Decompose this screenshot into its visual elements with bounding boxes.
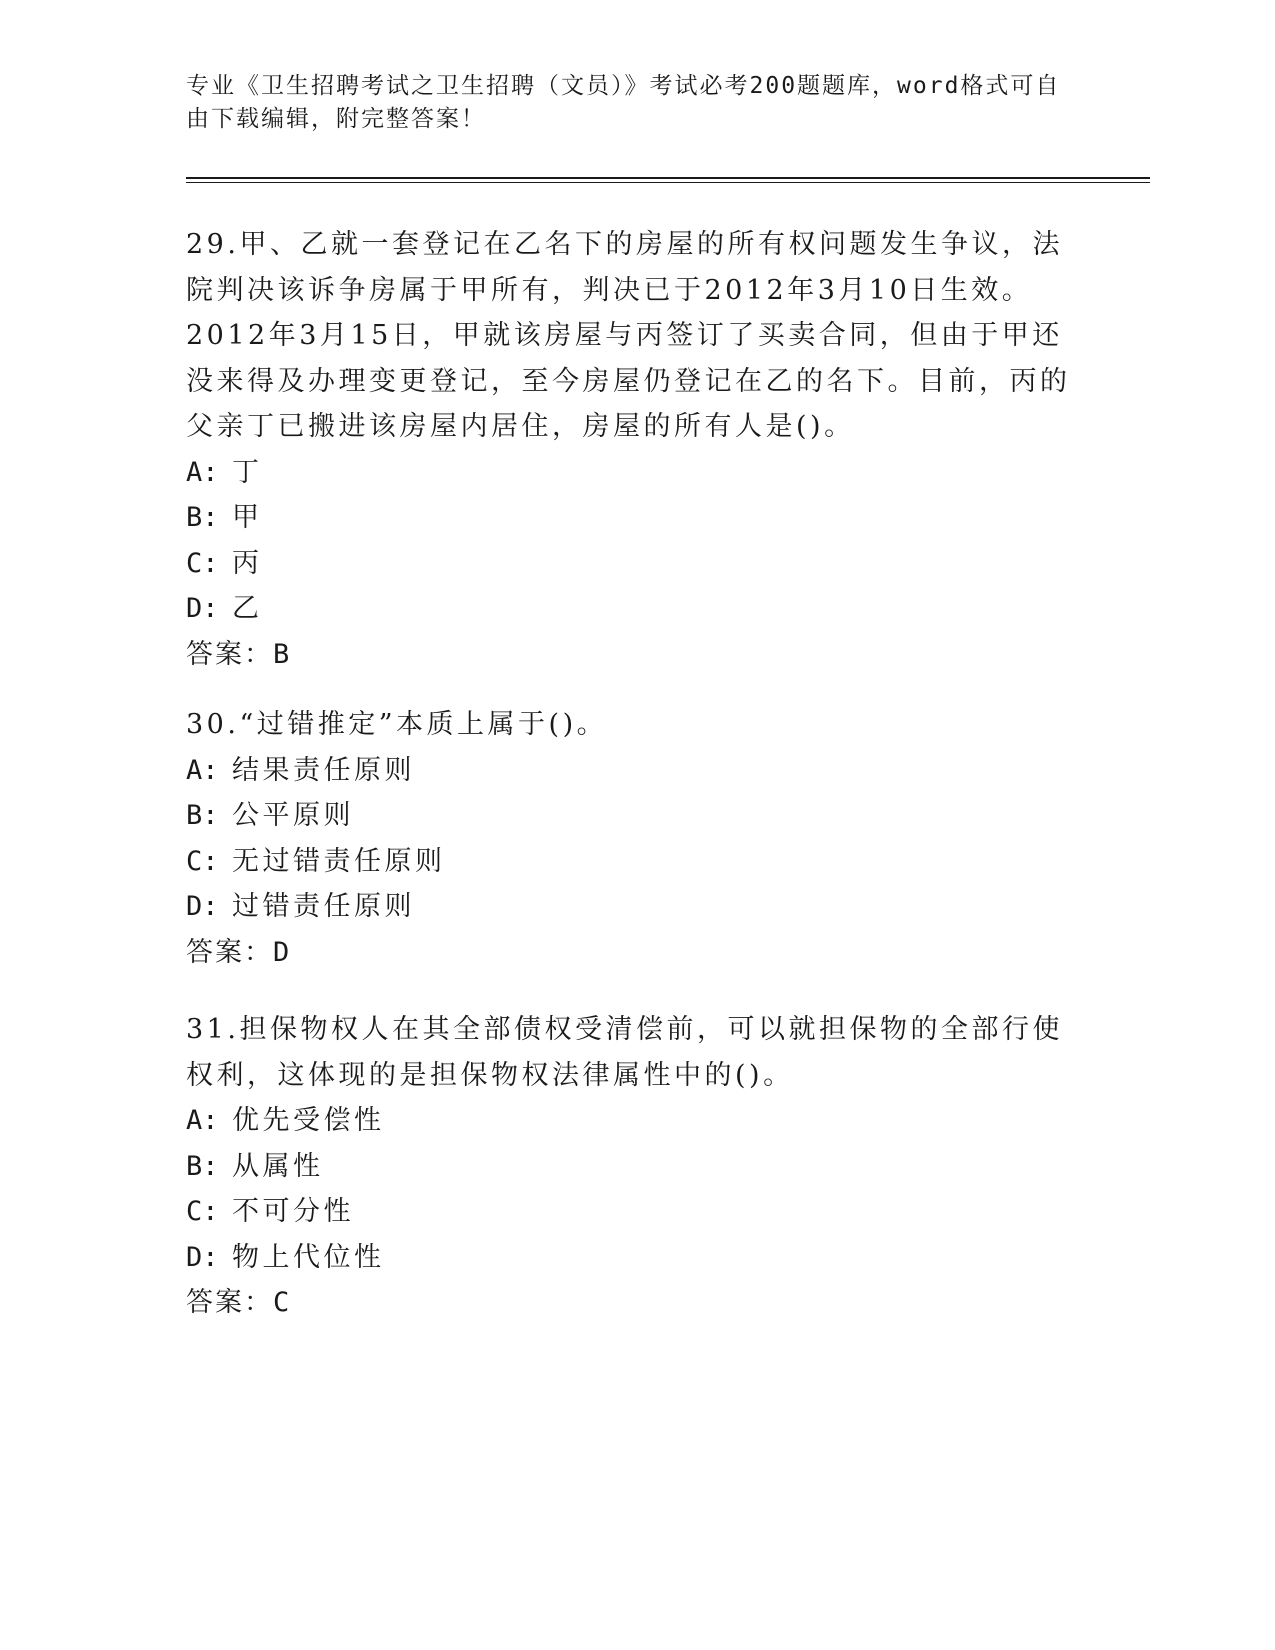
header-divider-thin — [186, 182, 1150, 183]
option-a — [186, 1098, 1086, 1144]
answer-line — [186, 632, 1086, 678]
option-text: 优先受偿性 — [232, 1105, 385, 1136]
option-d — [186, 1235, 1086, 1281]
header-divider-thick — [186, 177, 1150, 179]
option-text: 乙 — [232, 593, 263, 624]
option-b — [186, 495, 1086, 541]
option-text: 丁 — [232, 456, 263, 488]
option-text: 结果责任原则 — [232, 754, 415, 786]
question-31 — [186, 1007, 1086, 1326]
option-d — [186, 586, 1086, 632]
option-a — [186, 748, 1086, 794]
answer-line — [186, 930, 1086, 976]
answer-value: B — [273, 638, 292, 670]
option-text: 从属性 — [232, 1150, 324, 1182]
option-letter: B: — [186, 800, 219, 831]
option-letter: A: — [186, 456, 219, 488]
option-letter: D: — [186, 891, 219, 922]
option-letter: B: — [186, 502, 219, 533]
option-text: 不可分性 — [232, 1196, 354, 1227]
question-29 — [186, 222, 1086, 677]
question-stem: 29.甲、乙就一套登记在乙名下的房屋的所有权问题发生争议，法院判决该诉争房属于甲所有，判决已于2012年3月10日生效。2012年3月15日，甲就该房屋与丙签订了买卖合同，但由于甲还没来得及办理变更登记，至今房屋仍登记在乙的名下。目前，丙的父亲丁已搬进该房屋内居住，房屋的所有人是()。 — [186, 229, 1071, 442]
option-letter: D: — [186, 593, 219, 624]
option-letter: C: — [186, 1196, 219, 1227]
option-text: 无过错责任原则 — [232, 845, 446, 877]
question-stem: 31.担保物权人在其全部债权受清偿前，可以就担保物的全部行使权利，这体现的是担保物权法律属性中的()。 — [186, 1014, 1063, 1091]
option-letter: A: — [186, 1105, 219, 1136]
option-letter: C: — [186, 845, 219, 877]
answer-label: 答案： — [186, 638, 273, 670]
answer-value: D — [273, 936, 292, 968]
document-header: 专业《卫生招聘考试之卫生招聘（文员）》考试必考200题题库，word格式可自由下载编辑，附完整答案！ — [186, 73, 1061, 132]
question-30 — [186, 702, 1086, 975]
question-stem: 30.“过错推定”本质上属于()。 — [186, 709, 608, 740]
option-d — [186, 884, 1086, 930]
answer-line — [186, 1280, 1086, 1326]
option-text: 甲 — [232, 502, 263, 533]
option-letter: C: — [186, 547, 219, 579]
answer-value: C — [273, 1287, 292, 1318]
option-c — [186, 839, 1086, 885]
option-text: 过错责任原则 — [232, 891, 415, 922]
option-c — [186, 1189, 1086, 1235]
option-letter: B: — [186, 1150, 219, 1182]
option-c — [186, 541, 1086, 587]
answer-label: 答案： — [186, 936, 273, 968]
option-text: 公平原则 — [232, 800, 354, 831]
option-a — [186, 450, 1086, 496]
answer-label: 答案： — [186, 1287, 273, 1318]
option-b — [186, 793, 1086, 839]
option-letter: A: — [186, 754, 219, 786]
option-text: 物上代位性 — [232, 1241, 385, 1273]
option-text: 丙 — [232, 547, 263, 579]
option-letter: D: — [186, 1241, 219, 1273]
option-b — [186, 1144, 1086, 1190]
